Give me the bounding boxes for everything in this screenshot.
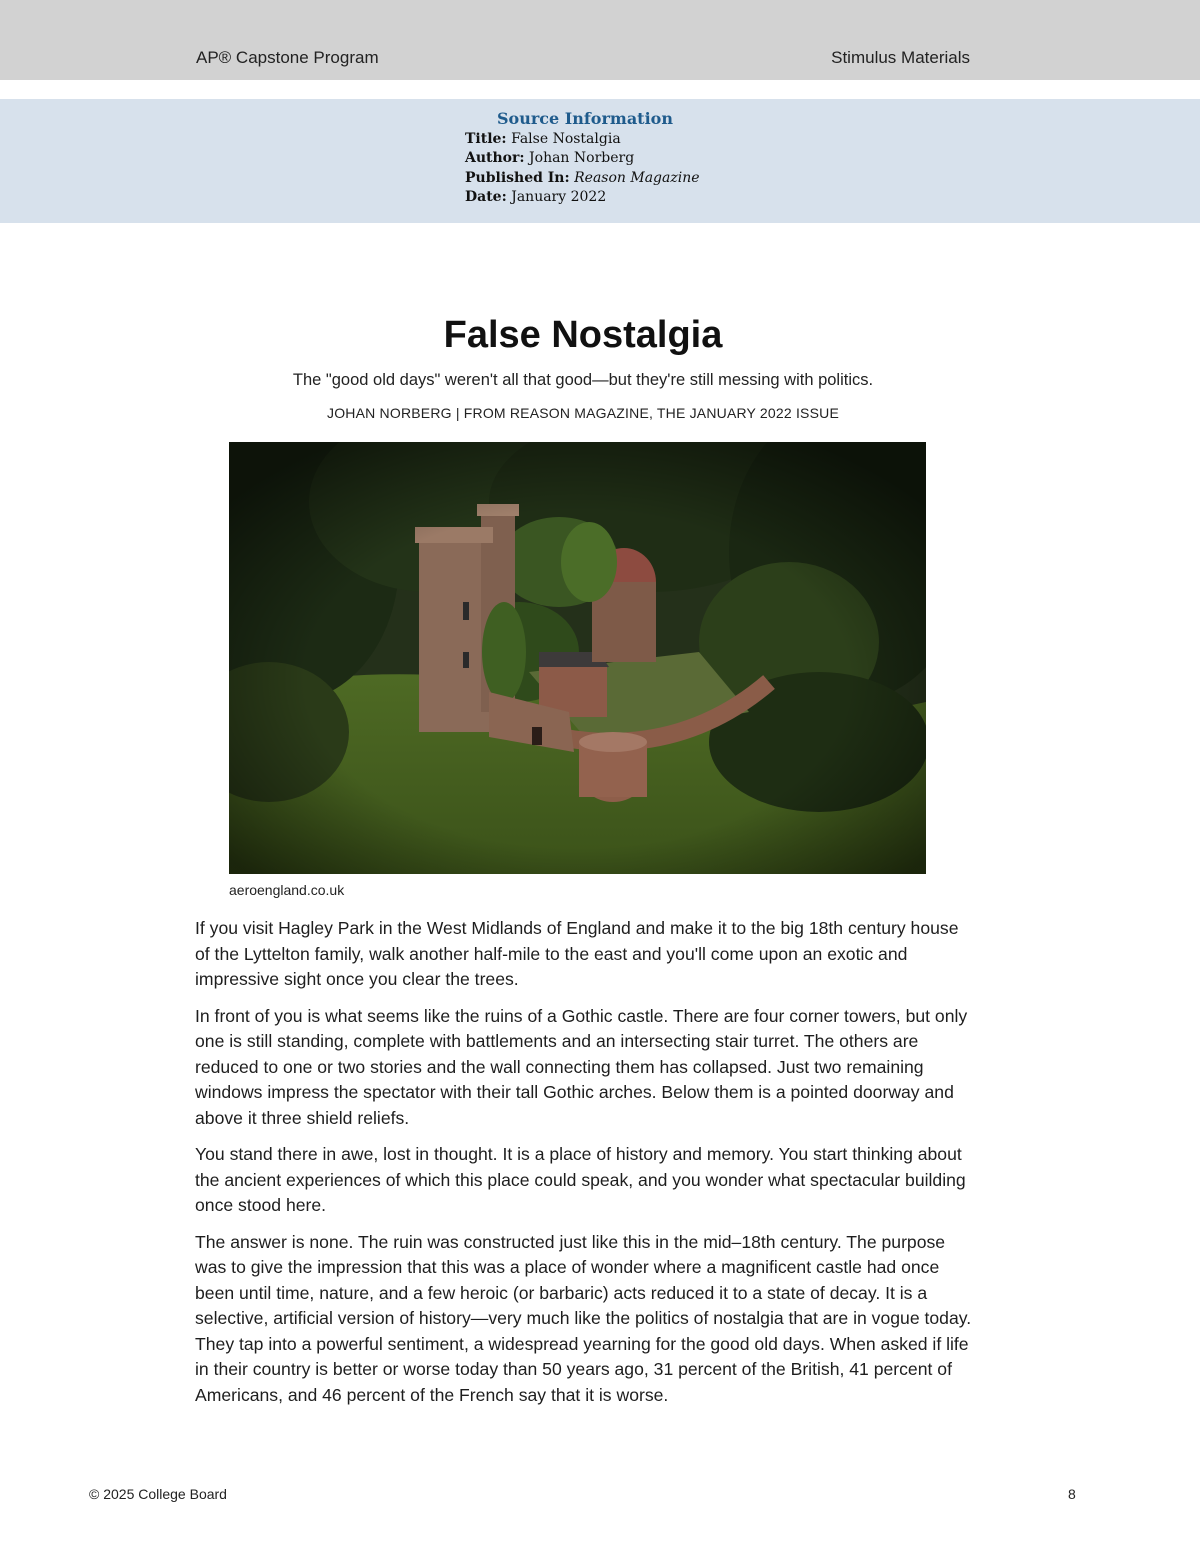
article-title: False Nostalgia [443,314,723,356]
footer-copyright: © 2025 College Board [89,1486,227,1502]
photo-credit: aeroengland.co.uk [229,882,345,898]
source-title-row [465,130,700,150]
source-author-row [465,149,700,169]
body-paragraph: If you visit Hagley Park in the West Midlands of England and make it to the big 18th century house of the Lyttelton family, walk another half-mile to the east and you'll come upon an exotic and impressive sight once you clear the trees. [195,918,959,989]
article-byline: JOHAN NORBERG | FROM REASON MAGAZINE, THE JANUARY 2022 ISSUE [327,405,839,421]
article-subtitle: The "good old days" weren't all that good—but they're still messing with politics. [292,371,874,389]
body-paragraph: The answer is none. The ruin was constructed just like this in the mid–18th century. The purpose was to give the impression that this was a place of wonder where a magnificent castle had once been until time, nature, and a few heroic (or barbaric) acts reduced it to a state of decay. It is a selective, artificial version of history—very much like the politics of nostalgia that are in vogue today. They tap into a powerful sentiment, a widespread yearning for the good old days. When asked if life in their country is better or worse today than 50 years ago, 31 percent of the British, 41 percent of Americans, and 46 percent of the French say that it is worse. [195,1231,972,1405]
castle-ruin-photo [229,442,926,874]
source-title-label: Title: [465,130,507,147]
source-information-box [0,99,1200,223]
source-title-value: False Nostalgia [511,130,621,147]
article-body [195,916,973,1419]
source-date-value: January 2022 [511,189,607,205]
header-section-name: Stimulus Materials [831,48,970,67]
footer-page-number: 8 [1068,1486,1076,1502]
body-paragraph: You stand there in awe, lost in thought. It is a place of history and memory. You start thinking about the ancient experiences of which this place could speak, and you wonder what spectacular building once stood here. [195,1144,966,1215]
source-author-value: Johan Norberg [529,150,635,166]
source-published-label: Published In: [465,169,570,186]
source-info-heading: Source Information [497,109,673,128]
header-program-name: AP® Capstone Program [196,48,379,67]
source-date-label: Date: [465,189,507,205]
source-date-row [465,188,700,208]
source-published-value: Reason Magazine [574,169,700,186]
header-bar [0,0,1200,80]
body-paragraph: In front of you is what seems like the ruins of a Gothic castle. There are four corner towers, but only one is still standing, complete with battlements and an intersecting stair turret. The others are reduced to one or two stories and the wall connecting them has collapsed. Just two remaining windows impress the spectator with their tall Gothic arches. Below them is a pointed doorway and above it three shield reliefs. [195,1005,968,1128]
source-published-row [465,169,700,189]
source-author-label: Author: [465,150,525,166]
